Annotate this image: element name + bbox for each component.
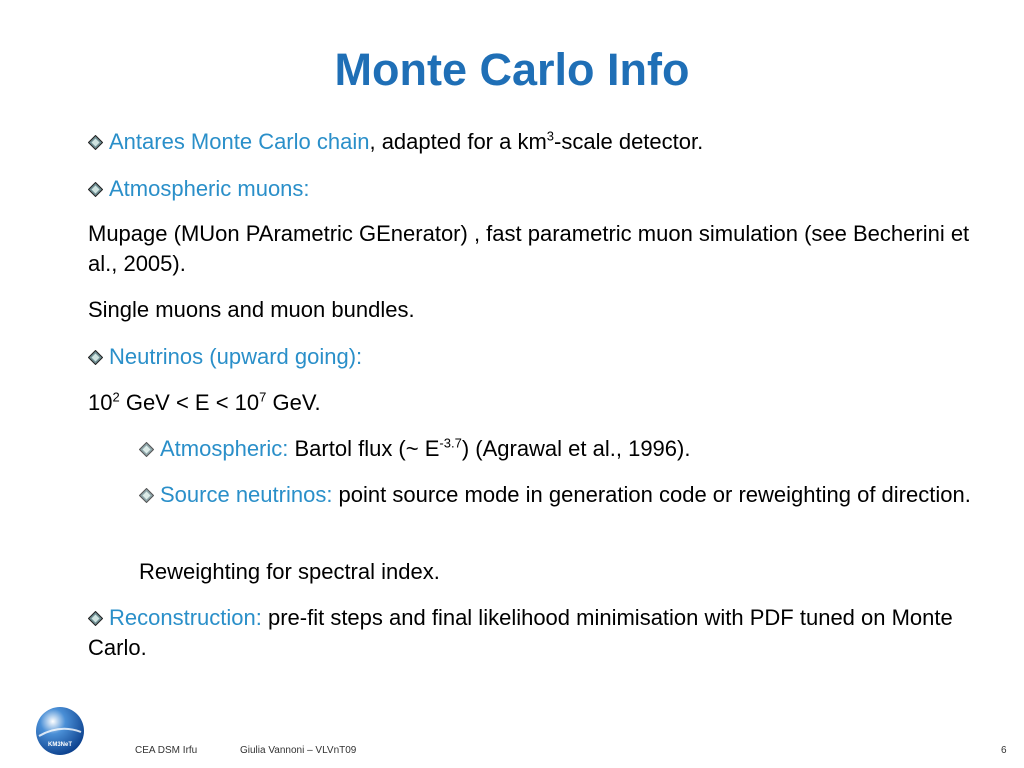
line-source-neutrinos [139, 480, 1009, 510]
mc-chain-post: -scale detector. [554, 129, 704, 154]
diamond-bullet-icon [88, 135, 103, 150]
diamond-bullet-icon [139, 442, 154, 457]
neutrinos-label: Neutrinos (upward going): [109, 344, 363, 369]
mc-chain-label: Antares Monte Carlo chain [109, 129, 370, 154]
footer-author: Giulia Vannoni – VLVnT09 [240, 745, 357, 756]
line-energy-range [88, 388, 321, 418]
energy-a: 10 [88, 390, 113, 415]
reconstruction-text: pre-fit steps and final likelihood minimisation with PDF tuned on Monte Carlo. [88, 605, 953, 660]
atm-muons-label: Atmospheric muons: [109, 176, 310, 201]
mc-chain-sup: 3 [546, 128, 555, 144]
atmospheric-b: ) (Agrawal et al., 1996). [461, 436, 691, 461]
line-reconstruction [88, 603, 988, 663]
source-neutrinos-text: point source mode in generation code or reweighting of direction. [332, 482, 971, 507]
energy-b: GeV < E < 10 [119, 390, 260, 415]
line-neutrinos [88, 342, 362, 372]
diamond-bullet-icon [88, 350, 103, 365]
line-reweighting: Reweighting for spectral index. [139, 559, 440, 584]
atmospheric-label: Atmospheric: [160, 436, 289, 461]
line-mc-chain [88, 127, 703, 157]
source-neutrinos-label: Source neutrinos: [160, 482, 333, 507]
km3net-logo [35, 706, 85, 756]
energy-sup2: 7 [259, 389, 267, 405]
slide-title: Monte Carlo Info [334, 44, 690, 95]
mc-chain-pre: , adapted for a km [369, 129, 547, 154]
diamond-bullet-icon [88, 611, 103, 626]
atmospheric-sup: -3.7 [439, 435, 462, 451]
logo-text: KM3NeT [47, 742, 73, 748]
page-number: 6 [1001, 745, 1007, 756]
reconstruction-label: Reconstruction: [109, 605, 262, 630]
line-mupage: Mupage (MUon PArametric GEnerator) , fast parametric muon simulation (see Becherini et al., 2005). [88, 221, 970, 276]
footer-org: CEA DSM Irfu [135, 745, 198, 756]
atmospheric-a: Bartol flux (~ E [288, 436, 440, 461]
energy-c: GeV. [266, 390, 321, 415]
line-atmospheric [139, 434, 690, 464]
line-atm-muons [88, 174, 310, 204]
line-single-muons: Single muons and muon bundles. [88, 297, 415, 322]
energy-sup1: 2 [112, 389, 120, 405]
diamond-bullet-icon [139, 488, 154, 503]
diamond-bullet-icon [88, 182, 103, 197]
